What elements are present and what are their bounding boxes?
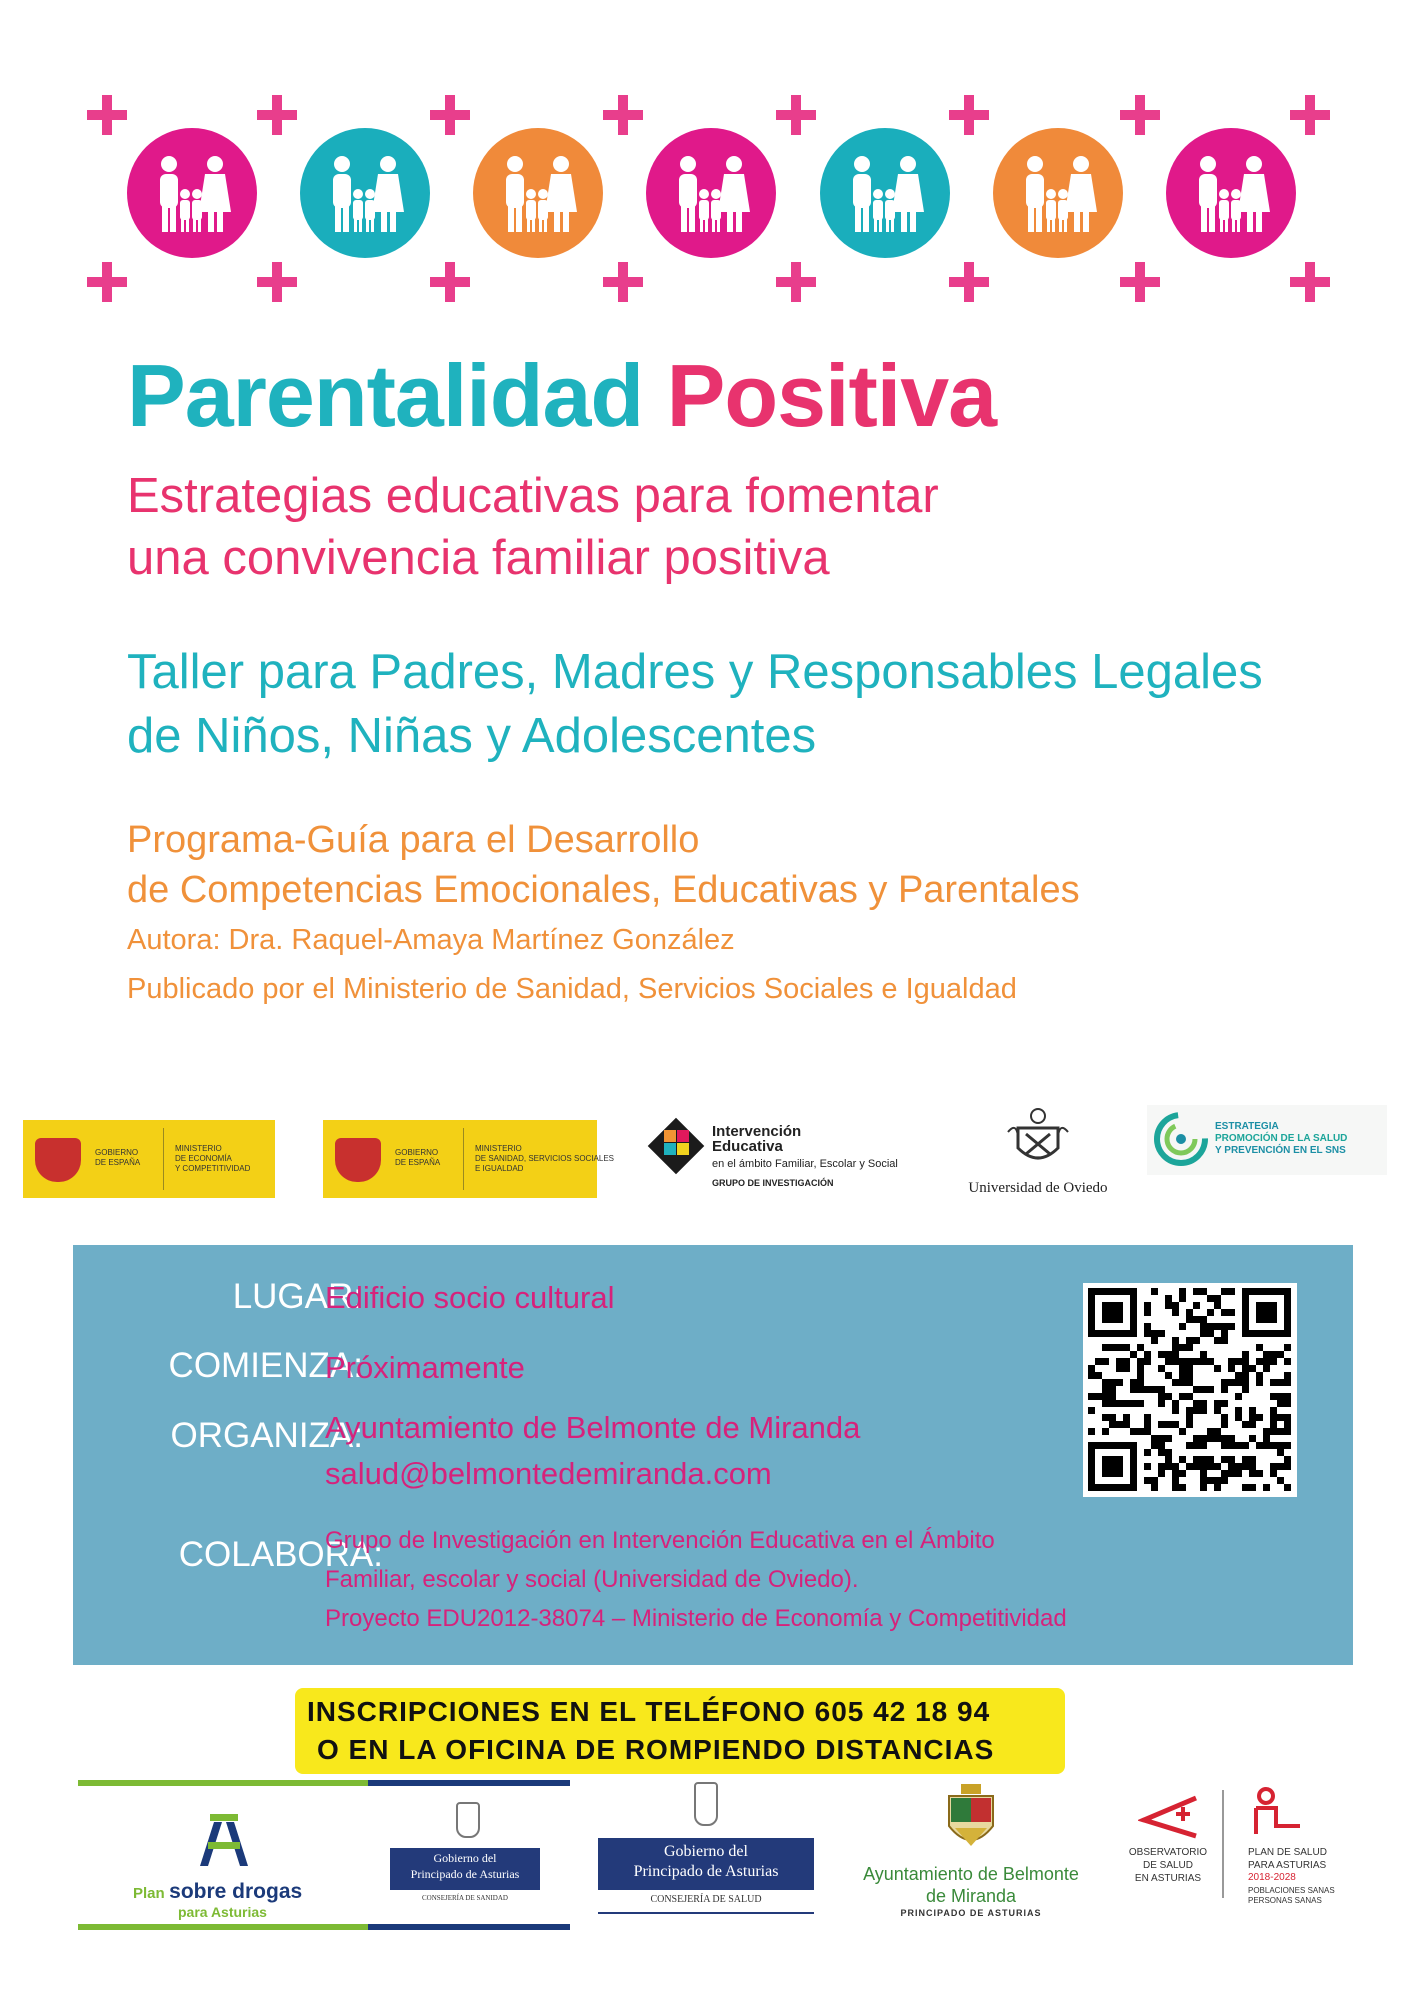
taller-line-1: Taller para Padres, Madres y Responsables Legales [127,645,1263,699]
ie-subtitle: en el ámbito Familiar, Escolar y Social [712,1158,898,1170]
header-decoration [0,0,1414,320]
logo-ayuntamiento-belmonte [846,1780,1096,1920]
ayuntamiento-line-3: PRINCIPADO DE ASTURIAS [900,1908,1042,1918]
family-circle [1166,128,1296,258]
logo-observatorio-salud [1118,1790,1218,1900]
ayuntamiento-line-1: Ayuntamiento de Belmonte [863,1864,1079,1884]
lugar-label: LUGAR: [232,1277,363,1316]
programa-credits [127,921,1017,1008]
subtitle [127,465,939,589]
family-icon [646,128,776,263]
family-circle [646,128,776,258]
logo-gobierno-economia [23,1120,275,1198]
comienza-label: COMIENZA: [168,1346,363,1385]
colabora-label: COLABORA: [178,1535,383,1574]
family-circle [820,128,950,258]
family-icon [473,128,603,263]
gobierno-principado-sanidad: Gobierno del Principado de Asturias [390,1848,540,1890]
plus-icon [1120,262,1160,302]
plan-salud-icon [1250,1786,1310,1836]
family-icon [820,128,950,263]
observatorio-icon [1138,1794,1200,1840]
para-asturias-text: para Asturias [178,1904,267,1920]
family-circle [473,128,603,258]
logo-intervencion-educativa [640,1108,910,1198]
estrategia-text: ESTRATEGIA [1215,1121,1279,1132]
plan-salud-subtext: POBLACIONES SANAS PERSONAS SANAS [1248,1886,1335,1905]
autora-text: Autora: Dra. Raquel-Amaya Martínez González [127,924,735,956]
logo-gobierno-principado-salud [598,1780,814,1920]
plan-drogas-icon [194,1810,254,1870]
plus-icon [776,95,816,135]
qr-code[interactable] [1083,1283,1297,1497]
info-panel [73,1245,1353,1665]
comienza-value: Próximamente [325,1350,525,1385]
colabora-line-1: Grupo de Investigación en Intervención Educativa en el Ámbito [325,1527,995,1554]
page-title [127,345,996,447]
family-circle [127,128,257,258]
title-part-2: Positiva [666,346,997,445]
ministerio-text: MINISTERIO DE ECONOMÍA Y COMPETITIVIDAD [175,1144,251,1173]
plus-icon [1290,262,1330,302]
crest-icon [456,1802,480,1838]
organiza-email[interactable]: salud@belmontedemiranda.com [325,1456,772,1491]
lugar-value: Edificio socio cultural [325,1280,615,1315]
inscripciones-banner [295,1688,1065,1774]
family-circle [993,128,1123,258]
qr-code-icon [1083,1283,1297,1497]
colabora-value [325,1521,1130,1638]
colabora-line-2: Familiar, escolar y social (Universidad de Oviedo). [325,1566,859,1593]
logo-universidad-oviedo [948,1100,1128,1205]
ayuntamiento-line-2: de Miranda [925,1886,1017,1906]
observatorio-text: OBSERVATORIO DE SALUD EN ASTURIAS [1128,1847,1208,1884]
plus-icon [430,262,470,302]
title-part-1: Parentalidad [127,346,644,445]
coat-of-arms-icon [35,1138,81,1182]
intervencion-educativa-icon [646,1116,706,1176]
colabora-line-3: Proyecto EDU2012-38074 – Ministerio de Economía y Competitividad [325,1605,1067,1632]
plan-drogas-text [133,1880,302,1904]
logo-plan-sobre-drogas [78,1780,570,1930]
programa-line-1: Programa-Guía para el Desarrollo [127,819,700,861]
plus-icon [949,262,989,302]
sobre-drogas-word: sobre drogas [169,1880,303,1903]
consejeria-sanidad: CONSEJERÍA DE SANIDAD [422,1894,508,1902]
cta-line-1: INSCRIPCIONES EN EL TELÉFONO 605 42 18 94 [307,1696,991,1727]
ministerio-text: MINISTERIO DE SANIDAD, SERVICIOS SOCIALES E IGUALDAD [475,1144,615,1173]
family-icon [993,128,1123,263]
plus-icon [87,95,127,135]
plus-icon [603,262,643,302]
plus-icon [1120,95,1160,135]
footer-divider [1222,1790,1224,1898]
ie-title: Intervención Educativa [712,1123,802,1155]
ayuntamiento-shield-icon [945,1782,997,1854]
plan-word: Plan [133,1885,165,1902]
estrategia-text-2: PROMOCIÓN DE LA SALUD [1215,1133,1348,1144]
plus-icon [87,262,127,302]
subtitle-line-1: Estrategias educativas para fomentar [127,469,939,523]
plus-icon [257,262,297,302]
subtitle-line-2: una convivencia familiar positiva [127,531,830,585]
organiza-value: Ayuntamiento de Belmonte de Miranda [325,1410,861,1445]
family-circle [300,128,430,258]
coat-of-arms-icon [335,1138,381,1182]
logo-plan-salud-asturias [1240,1786,1350,1906]
plan-salud-text: PLAN DE SALUD PARA ASTURIAS [1248,1847,1327,1871]
logo-estrategia-promocion [1147,1105,1387,1175]
plan-salud-years: 2018-2028 [1248,1872,1296,1883]
gobierno-text: GOBIERNO DE ESPAÑA [95,1148,141,1167]
publicado-text: Publicado por el Ministerio de Sanidad, Servicios Sociales e Igualdad [127,973,1017,1005]
uniovi-text: Universidad de Oviedo [968,1180,1108,1196]
plus-icon [257,95,297,135]
crest-icon [694,1782,718,1826]
gobierno-text: GOBIERNO DE ESPAÑA [395,1148,441,1167]
gobierno-principado-salud-text: Gobierno del Principado de Asturias [598,1838,814,1890]
ie-group: GRUPO DE INVESTIGACIÓN [712,1178,834,1188]
taller-line-2: de Niños, Niñas y Adolescentes [127,709,817,763]
plus-icon [776,262,816,302]
plus-icon [603,95,643,135]
programa-line-2: de Competencias Emocionales, Educativas y Parentales [127,869,1080,911]
family-icon [300,128,430,263]
plus-icon [949,95,989,135]
logo-gobierno-sanidad [323,1120,615,1198]
uniovi-seal-icon [1006,1102,1070,1170]
family-icon [1166,128,1296,263]
taller-heading [127,640,1263,768]
estrategia-text-3: Y PREVENCIÓN EN EL SNS [1215,1145,1346,1156]
estrategia-swirl-icon [1153,1111,1209,1167]
cta-line-2: O EN LA OFICINA DE ROMPIENDO DISTANCIAS [317,1734,995,1765]
consejeria-salud: CONSEJERÍA DE SALUD [650,1894,762,1905]
organiza-label: ORGANIZA: [170,1416,363,1455]
family-icon [127,128,257,263]
plus-icon [430,95,470,135]
programa-heading [127,815,1080,915]
plus-icon [1290,95,1330,135]
